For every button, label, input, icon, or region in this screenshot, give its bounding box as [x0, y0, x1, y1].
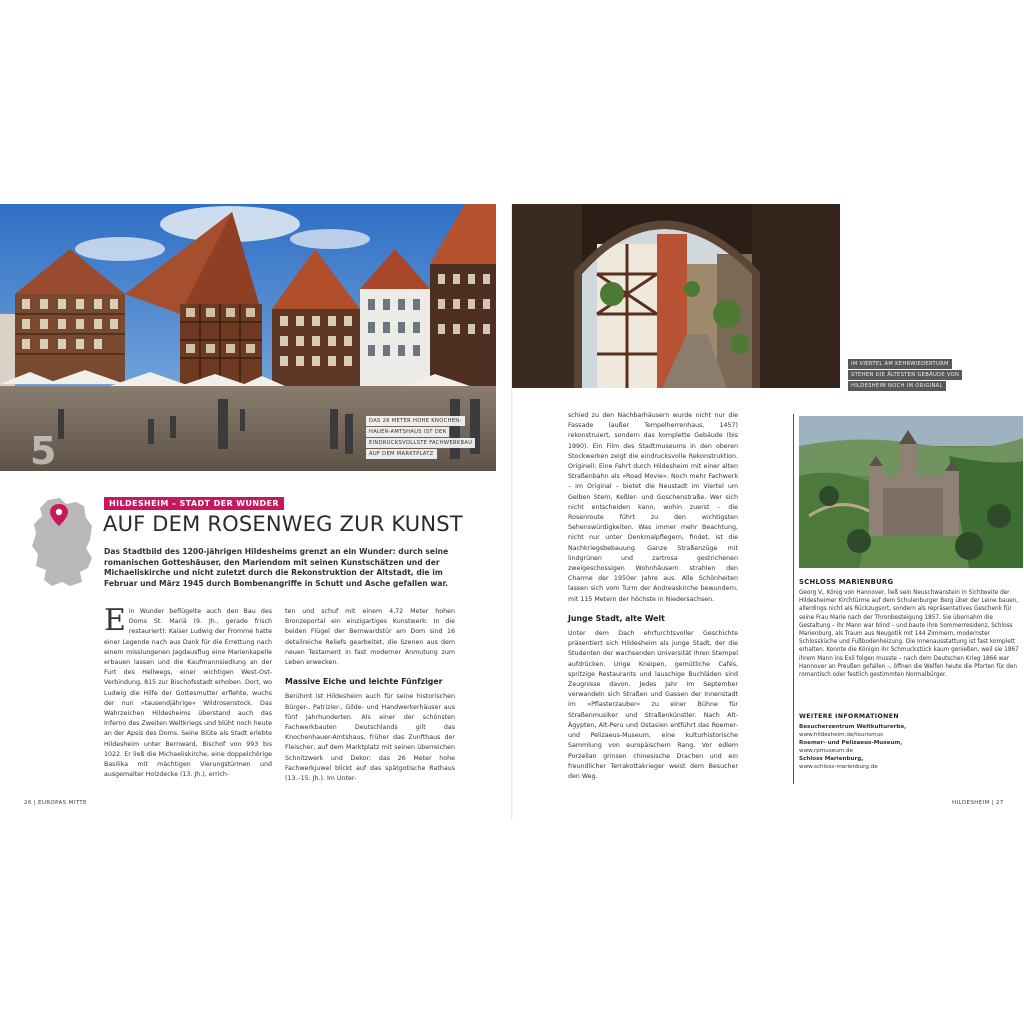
subheading: Massive Eiche und leichte Fünfziger — [285, 677, 443, 687]
chapter-number: 5 — [30, 429, 57, 473]
caption-line: HILDESHEIM NOCH IM ORIGINAL — [848, 381, 946, 391]
info-item: Roemer- und Pelizaeus-Museum, — [799, 740, 903, 746]
body-text: schied zu den Nachbarhäusern wurde nicht nur die Fassade (außer Tempelherrenhaus, 1457) rekonstruiert, sondern das komplette Gebäude (bis 1990). Ein Film des Stadtmuseums in den oberen Stockwerken zeigt die eindrucksvolle Rekonstruktion. Originell: Eine Fahrt durch Hildesheim mit einer alten Straßenbahn als »Road Movie«. Noch mehr Fachwerk – im Original – bietet die Neustadt im Viertel um Gelben Stern, Keßler- und Goschenstraße. Wer sich nicht entscheiden kann, wohin zuerst – die Rosenroute führt zu den wichtigsten Sehenswürdigkeiten. Was immer mehr Beachtung, nicht nur unter Denkmalpflegern, findet, ist die Nachkriegsbebauung. Ganze Straßenzüge mit lindgrünen und zartrosa gestrichenen zweigeschossigen Wohnhäusern strahlen den Charme der 1950er Jahre aus. Alle Schönheiten lassen sich vom Turm der Andreaskirche bewundern, mit 115 Metern der höchste in Niedersachsen. — [568, 412, 738, 603]
lead-paragraph: Das Stadtbild des 1200-jährigen Hildesheims grenzt an ein Wunder: durch seine romanischen Gotteshäuser, den Mariendom mit seinen Kunstschätzen und der Michaeliskirche und nicht zuletzt durch die Rekonstruktion der Altstadt, die im Februar und März 1945 durch Bombenangriffe in Schutt und Asche gefallen war. — [104, 547, 449, 588]
section-tag: HILDESHEIM – STADT DER WUNDER — [104, 497, 284, 510]
page-number-right: HILDESHEIM | 27 — [952, 800, 1004, 806]
germany-map — [26, 496, 98, 590]
page-title: AUF DEM ROSENWEG ZUR KUNST — [103, 512, 463, 536]
info-list — [799, 723, 1019, 771]
column-3 — [568, 411, 738, 782]
info-link: www.rpmuseum.de — [799, 748, 853, 754]
body-text: in Wunder beflügelte auch den Bau des Doms St. Mariä (9. Jh., gerade frisch restauriert): Kaiser Ludwig der Fromme hatte einer Legende nach aus Dank für die Errettung nach einem misslungenen Jagdausflug eine Marienkapelle erbauen lassen und die Kaufmannsiedlung an der Furt des Hellwegs, einer wichtigen West-Ost-Verbindung, 815 zur Bischofsstadt erhoben. Dort, wo Ludwig die Hilfe der Gottesmutter erflehte, wuchs der nun »tausendjährige« Wildrosenstock. Das Wahrzeichen Hildesheims überstand auch das Inferno des Zweiten Weltkriegs und blüht noch heute an der Apsis des Doms. Seine Blüte als Stadt erlebte Hildesheim unter Bernward, Bischof von 993 bis 1022. Er ließ die Michaeliskirche, eine doppelchörige Basilika mit mächtigen Vierungstürmen und ausgemalter Holzdecke (13. Jh.), errich- — [104, 608, 272, 779]
alley-caption — [848, 359, 962, 392]
sidebar-title: SCHLOSS MARIENBURG — [799, 578, 894, 586]
info-link: www.hildesheim.de/tourismus — [799, 732, 884, 738]
body-text: Berühmt ist Hildesheim auch für seine historischen Bürger-, Patrizier-, Gilde- und Handwerkerhäuser aus fünf Jahrhunderten. Als einer der schönsten Fachwerkbauten Deutschlands gilt das Knochenhauer-Amtshaus, früher das Zunfthaus der Fleischer, auf dem Marktplatz mit seinen überreichen Schnitzwerk und Dekor; das 26 Meter hohe Fachwerkjuwel blickt auf das spätgotische Rathaus (13.–15. Jh.). Im Unter- — [285, 693, 455, 783]
alley-photo — [512, 204, 840, 388]
castle-photo — [799, 416, 1023, 568]
caption-line: AUF DEM MARKTPLATZ — [366, 449, 437, 459]
caption-line: HAUER-AMTSHAUS IST DER — [366, 427, 449, 437]
body-text: ten und schuf mit einem 4,72 Meter hohen Bronzeportal ein einzigartiges Kunstwerk: In die beiden Flügel der Bernwardstür am Dom sind 16 detailreiche Reliefs gearbeitet, die Szenen aus dem neuen Testament in fast moderner Anmutung zum Leben erwecken. — [285, 608, 455, 667]
caption-line: IM VIERTEL AM KEHRWIEDERTURM — [848, 359, 952, 369]
info-title: WEITERE INFORMATIONEN — [799, 713, 899, 720]
sidebar-text: Georg V., König von Hannover, ließ sein Neuschwanstein in Sichtweite der Hildesheimer Kirchtürme auf dem Schulenburger Berg über der Leine bauen, allerdings nicht als Rückzugsort, sondern als repräsentatives Geschenk für seine Frau Marie nach der Thronbesteigung 1857. Sie übernahm die Gestaltung – ihr Mann war blind – und baute ihre Sommerresidenz, Schloss Marienburg, als Traum aus Neugotik mit 144 Zimmern, modernster Schlossküche und Fußbodenheizung. Die Innenausstattung ist fast komplett erhalten. Konnte die Königin ihr Schmuckstück kaum genießen, weil sie 1867 ihrem Mann ins Exil folgen musste – nach dem Deutschen Krieg 1866 war Hannover an Preußen gefallen –, öffnen die Welfen heute die Pforten für den romantisch oder festlich gestimmten Normalbürger. — [799, 590, 1019, 679]
info-link: www.schloss-marienburg.de — [799, 764, 878, 770]
alley-illustration — [512, 204, 840, 388]
subheading: Junge Stadt, alte Welt — [568, 613, 665, 623]
caption-line: STEHEN DIE ÄLTESTEN GEBÄUDE VON — [848, 370, 962, 380]
castle-illustration — [799, 416, 1023, 568]
info-item: Besucherzentrum Weltkulturerbe, — [799, 724, 907, 730]
caption-line: EINDRUCKSVOLLSTE FACHWERKBAU — [366, 438, 475, 448]
page-number-left: 26 | EUROPAS MITTE — [24, 800, 87, 806]
info-item: Schloss Marienburg, — [799, 756, 864, 762]
marketplace-caption — [366, 416, 475, 460]
column-1 — [104, 603, 272, 780]
body-text: Unter dem Dach ehrfurchtsvoller Geschichte präsentiert sich Hildesheim als junge Stadt, der die Studenten der wachsenden Universität ihren Stempel aufdrücken. Urige Kneipen, gemütliche Cafés, spritzige Restaurants und lauschige Buchläden sind Zeugnisse davon. Jedes Jahr im September verwandeln sich Straßen und Gassen der Innenstadt im »Pflasterzauber« zu einer Bühne für Straßenmusiker und Straßenkünstler. Nach Alt-Ägypten, Alt-Peru und Ostasien entführt das Roemer- und Pelizaeus-Museum, eine kulturhistorische Sammlung von europäischem Rang. Vor edlem Porzellan grinsen chinesische Drachen und ein freundlicher Terrakottakrieger weist dem Besucher den Weg. — [568, 630, 738, 780]
caption-line: DAS 26 METER HOHE KNOCHEN- — [366, 416, 465, 426]
column-2 — [285, 607, 455, 784]
drop-cap: E — [104, 603, 126, 638]
